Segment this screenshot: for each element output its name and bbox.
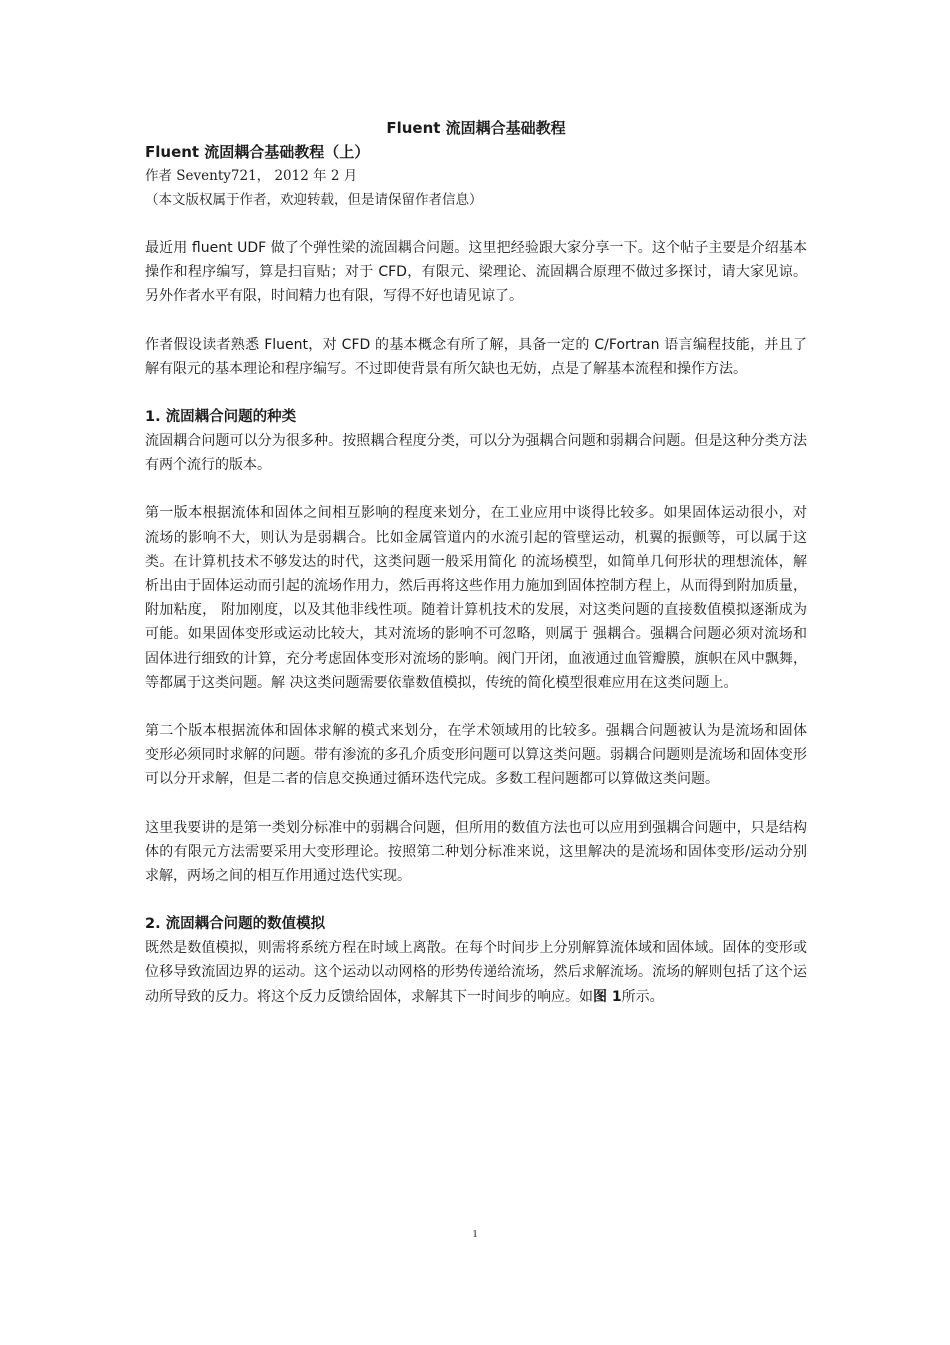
intro-paragraph-1: 最近用 fluent UDF 做了个弹性梁的流固耦合问题。这里把经验跟大家分享一下。这个帖子主要是介绍基本操作和程序编写，算是扫盲贴；对于 CFD，有限元、梁理论、流固耦合原理不做过多探讨，请大家见谅。另外作者水平有限，时间精力也有限，写得不好也请见谅了。 bbox=[145, 240, 807, 305]
spacer bbox=[145, 477, 807, 501]
spacer bbox=[145, 888, 807, 912]
section-1-paragraph-1: 流固耦合问题可以分为很多种。按照耦合程度分类，可以分为强耦合问题和弱耦合问题。但是这种分类方法有两个流行的版本。 bbox=[145, 433, 807, 474]
section-1-paragraph-3: 第二个版本根据流体和固体求解的模式来划分，在学术领域用的比较多。强耦合问题被认为是流场和固体 变形必须同时求解的问题。带有渗流的多孔介质变形问题可以算这类问题。弱耦合问题则是流场和固体变形可以分开求解，但是二者的信息交换通过循环迭代完成。多数工程问题都可以算做这类问题。 bbox=[145, 723, 807, 788]
section-2-paragraph-1 bbox=[145, 936, 807, 1009]
spacer bbox=[145, 309, 807, 333]
intro-paragraph-2: 作者假设读者熟悉 Fluent，对 CFD 的基本概念有所了解，具备一定的 C/Fortran 语言编程技能，并且了解有限元的基本理论和程序编写。不过即使背景有所欠缺也无妨，点是了解基本流程和操作方法。 bbox=[145, 336, 807, 377]
copyright-line: （本文版权属于作者，欢迎转载，但是请保留作者信息） bbox=[145, 192, 483, 208]
document-subtitle: Fluent 流固耦合基础教程（上） bbox=[145, 143, 370, 161]
document-title: Fluent 流固耦合基础教程 bbox=[386, 119, 566, 137]
spacer bbox=[145, 695, 807, 719]
page-number: 1 bbox=[472, 1228, 478, 1240]
figure-1-reference[interactable]: 图 1 bbox=[593, 988, 622, 1005]
section-1-heading: 1. 流固耦合问题的种类 bbox=[145, 409, 297, 426]
section-2-paragraph-text: 既然是数值模拟，则需将系统方程在时域上离散。在每个时间步上分别解算流体域和固体域。固体的变形或位移导致流固边界的运动。这个运动以动网格的形势传递给流场，然后求解流场。流场的解则包括了这个运动所导致的反力。将这个反力反馈给固体，求解其下一时间步的响应。如 bbox=[145, 940, 807, 1005]
author-line: 作者 Seventy721， 2012 年 2 月 bbox=[145, 168, 358, 184]
document-body bbox=[145, 116, 807, 1009]
spacer bbox=[145, 212, 807, 236]
section-1-paragraph-4: 这里我要讲的是第一类划分标准中的弱耦合问题，但所用的数值方法也可以应用到强耦合问题中，只是结构体的有限元方法需要采用大变形理论。按照第二种划分标准来说，这里解决的是流场和固体变形/运动分别求解，两场之间的相互作用通过迭代实现。 bbox=[145, 819, 807, 885]
section-2-heading: 2. 流固耦合问题的数值模拟 bbox=[145, 916, 326, 933]
spacer bbox=[145, 381, 807, 405]
section-2-paragraph-tail: 所示。 bbox=[621, 988, 664, 1005]
section-1-paragraph-2: 第一版本根据流体和固体之间相互影响的程度来划分，在工业应用中谈得比较多。如果固体运动很小，对 流场的影响不大，则认为是弱耦合。比如金属管道内的水流引起的管壁运动，机翼的振颤等，可以属于这类。在计算机技术不够发达的时代，这类问题一般采用简化 的流场模型，如简单几何形状的理想流体，解析出由于固体运动而引起的流场作用力，然后再将这些作用力施加到固体控制方程上，从而得到附加质量，附加粘度， 附加刚度，以及其他非线性项。随着计算机技术的发展，对这类问题的直接数值模拟逐渐成为可能。如果固体变形或运动比较大，其对流场的影响不可忽略，则属于 强耦合。强耦合问题必须对流场和固体进行细致的计算，充分考虑固体变形对流场的影响。阀门开闭，血液通过血管瓣膜，旗帜在风中飘舞，等都属于这类问题。解 决这类问题需要依靠数值模拟，传统的简化模型很难应用在这类问题上。 bbox=[145, 505, 807, 691]
spacer bbox=[145, 792, 807, 816]
